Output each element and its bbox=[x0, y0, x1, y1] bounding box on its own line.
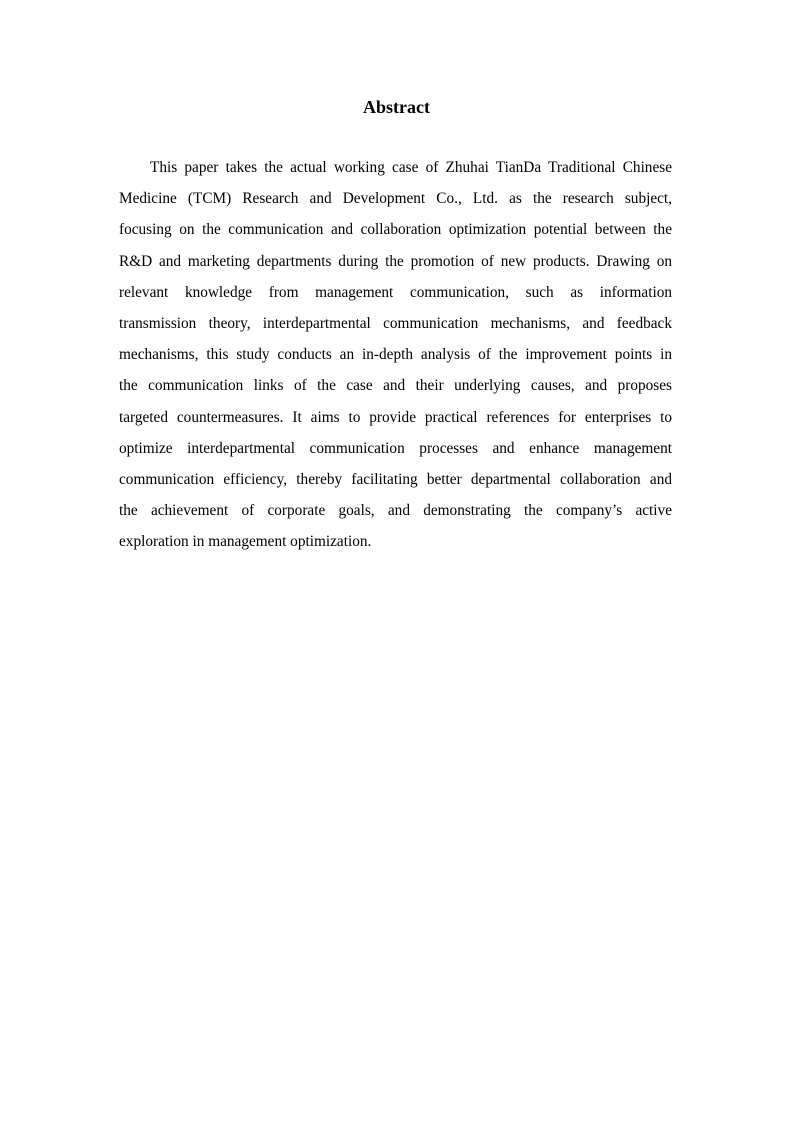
paragraph-line: relevant knowledge from management communication, such as information bbox=[119, 283, 672, 301]
abstract-paragraph bbox=[119, 157, 672, 562]
paragraph-line: focusing on the communication and collaboration optimization potential between the bbox=[119, 221, 672, 239]
paragraph-line: Medicine (TCM) Research and Development Co., Ltd. as the research subject, bbox=[119, 190, 672, 208]
paragraph-line: the achievement of corporate goals, and demonstrating the company’s active bbox=[119, 502, 672, 520]
paragraph-line: transmission theory, interdepartmental communication mechanisms, and feedback bbox=[119, 314, 672, 332]
paragraph-line: targeted countermeasures. It aims to provide practical references for enterprises to bbox=[119, 408, 672, 426]
abstract-title: Abstract bbox=[363, 97, 430, 117]
paragraph-line: R&D and marketing departments during the promotion of new products. Drawing on bbox=[119, 252, 672, 270]
paragraph-line: This paper takes the actual working case of Zhuhai TianDa Traditional Chinese bbox=[150, 159, 672, 176]
paragraph-line: the communication links of the case and their underlying causes, and proposes bbox=[119, 377, 672, 395]
paragraph-line: optimize interdepartmental communication processes and enhance management bbox=[119, 439, 672, 457]
paragraph-line: mechanisms, this study conducts an in-depth analysis of the improvement points in bbox=[119, 346, 672, 364]
paragraph-line: communication efficiency, thereby facilitating better departmental collaboration and bbox=[119, 470, 672, 488]
paragraph-line: exploration in management optimization. bbox=[119, 533, 372, 551]
